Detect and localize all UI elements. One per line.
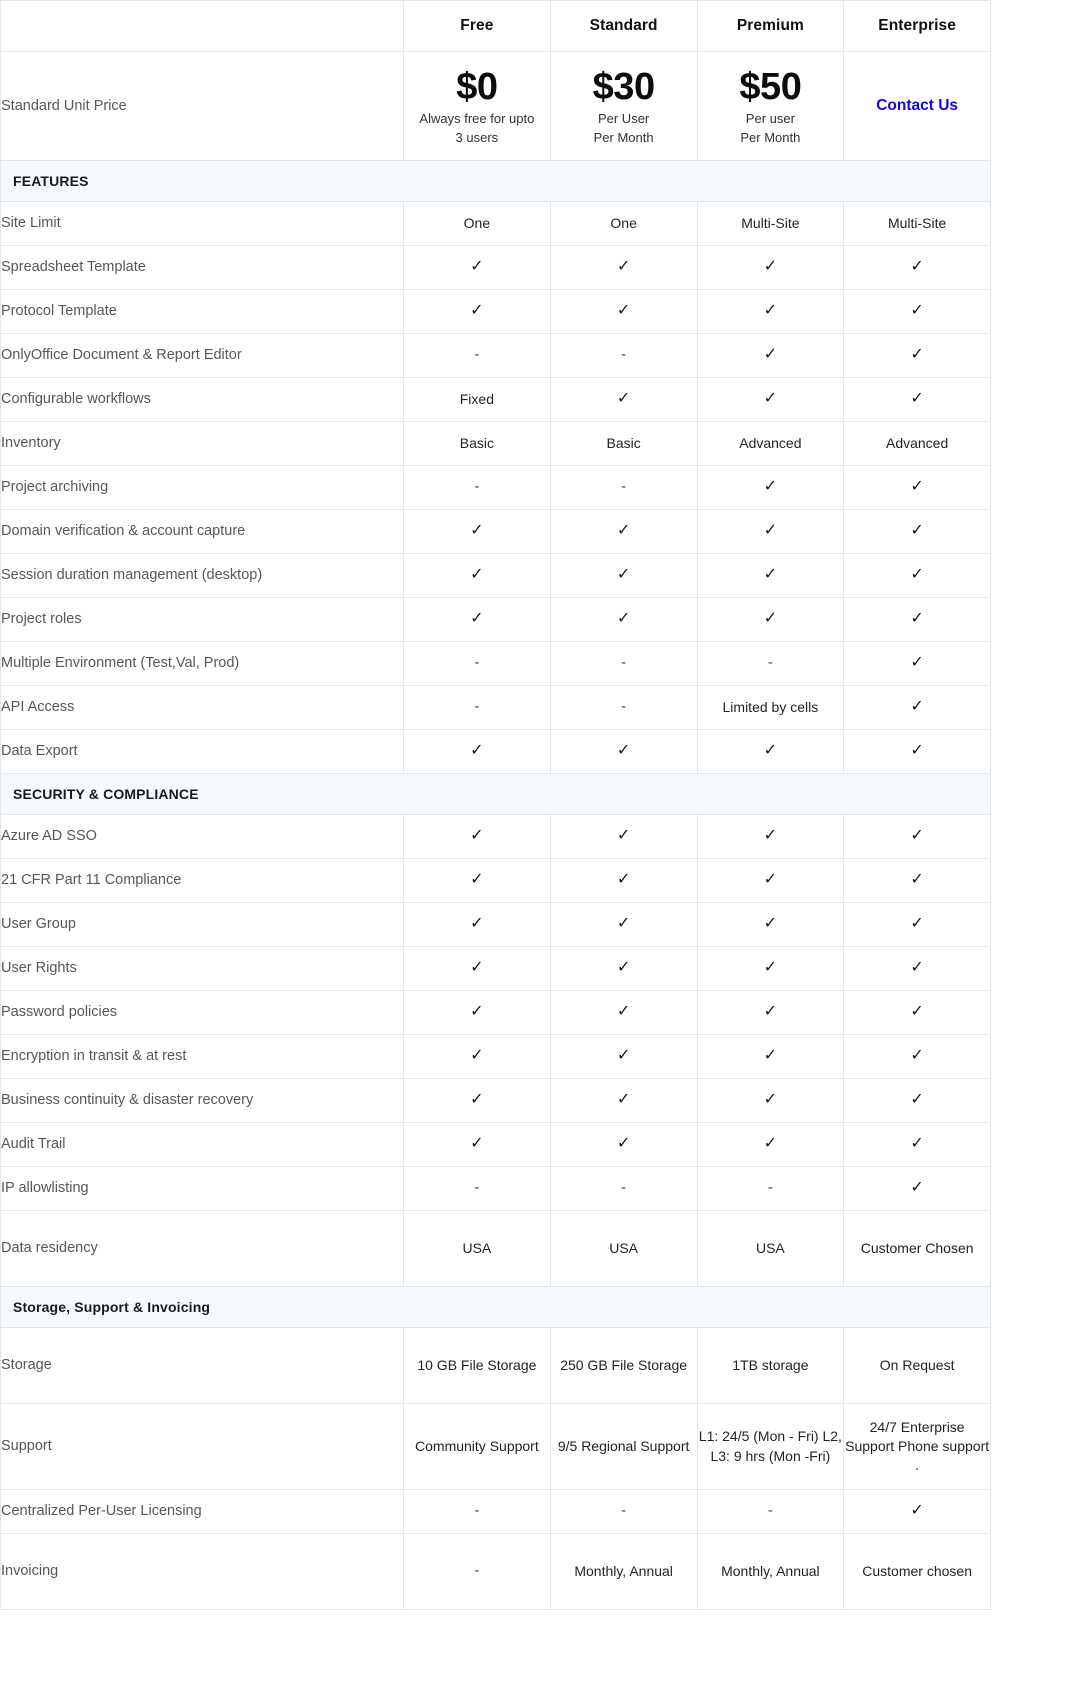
feature-value-premium: ✓: [697, 1079, 844, 1123]
feature-value-free: ✓: [404, 598, 551, 642]
price-row: [1, 52, 991, 161]
feature-value-enterprise: ✓: [844, 903, 991, 947]
plan-header-premium: Premium: [697, 1, 844, 52]
feature-label: OnlyOffice Document & Report Editor: [1, 334, 404, 378]
feature-value-standard: ✓: [550, 730, 697, 774]
feature-value-standard: ✓: [550, 378, 697, 422]
feature-value-premium: ✓: [697, 859, 844, 903]
feature-value-enterprise: ✓: [844, 815, 991, 859]
feature-value-standard: ✓: [550, 1035, 697, 1079]
feature-label: Encryption in transit & at rest: [1, 1035, 404, 1079]
feature-value-premium: ✓: [697, 334, 844, 378]
feature-value-enterprise: ✓: [844, 730, 991, 774]
table-row: [1, 815, 991, 859]
table-row: [1, 554, 991, 598]
price-note-line-1: Always free for upto: [419, 111, 535, 127]
feature-label: Multiple Environment (Test,Val, Prod): [1, 642, 404, 686]
feature-value-free: ✓: [404, 730, 551, 774]
feature-label: Project archiving: [1, 466, 404, 510]
feature-value-free: 10 GB File Storage: [404, 1328, 551, 1404]
feature-value-premium: ✓: [697, 991, 844, 1035]
table-row: [1, 290, 991, 334]
feature-label: Configurable workflows: [1, 378, 404, 422]
feature-value-enterprise: Multi-Site: [844, 202, 991, 246]
feature-label: Inventory: [1, 422, 404, 466]
price-cell-enterprise: [844, 52, 991, 161]
price-note-line-2: Per Month: [740, 130, 801, 146]
feature-value-enterprise: Customer chosen: [844, 1534, 991, 1610]
feature-value-standard: ✓: [550, 290, 697, 334]
feature-value-enterprise: ✓: [844, 991, 991, 1035]
feature-value-premium: Advanced: [697, 422, 844, 466]
feature-value-free: -: [404, 334, 551, 378]
price-cell-free: [404, 52, 551, 161]
price-amount: $30: [592, 65, 655, 108]
price-note-line-2: Per Month: [593, 130, 654, 146]
section-title: Storage, Support & Invoicing: [1, 1287, 991, 1328]
feature-value-free: -: [404, 642, 551, 686]
feature-value-free: Community Support: [404, 1404, 551, 1490]
section-title: FEATURES: [1, 161, 991, 202]
feature-value-free: ✓: [404, 246, 551, 290]
feature-value-premium: ✓: [697, 730, 844, 774]
price-note-line-2: 3 users: [455, 130, 499, 146]
feature-value-free: ✓: [404, 947, 551, 991]
feature-value-standard: Basic: [550, 422, 697, 466]
feature-value-free: Fixed: [404, 378, 551, 422]
feature-value-enterprise: ✓: [844, 598, 991, 642]
feature-value-free: -: [404, 686, 551, 730]
price-cell-standard: [550, 52, 697, 161]
feature-value-enterprise: ✓: [844, 1079, 991, 1123]
feature-label: API Access: [1, 686, 404, 730]
feature-label: Audit Trail: [1, 1123, 404, 1167]
feature-label: Data residency: [1, 1211, 404, 1287]
feature-value-premium: 1TB storage: [697, 1328, 844, 1404]
feature-value-enterprise: ✓: [844, 1123, 991, 1167]
feature-value-free: ✓: [404, 991, 551, 1035]
feature-value-free: ✓: [404, 510, 551, 554]
feature-value-enterprise: ✓: [844, 859, 991, 903]
feature-label: User Group: [1, 903, 404, 947]
feature-value-standard: -: [550, 466, 697, 510]
price-row-label: Standard Unit Price: [1, 52, 404, 161]
feature-value-standard: One: [550, 202, 697, 246]
feature-value-standard: ✓: [550, 903, 697, 947]
table-row: [1, 991, 991, 1035]
feature-value-free: ✓: [404, 1123, 551, 1167]
table-row: [1, 1035, 991, 1079]
feature-value-premium: ✓: [697, 815, 844, 859]
table-row: [1, 510, 991, 554]
feature-value-enterprise: ✓: [844, 246, 991, 290]
feature-value-standard: 9/5 Regional Support: [550, 1404, 697, 1490]
feature-value-enterprise: ✓: [844, 466, 991, 510]
feature-value-premium: ✓: [697, 554, 844, 598]
feature-value-free: ✓: [404, 815, 551, 859]
feature-value-enterprise: ✓: [844, 1490, 991, 1534]
feature-label: User Rights: [1, 947, 404, 991]
feature-label: Data Export: [1, 730, 404, 774]
feature-value-premium: ✓: [697, 378, 844, 422]
table-row: [1, 1211, 991, 1287]
feature-value-enterprise: ✓: [844, 290, 991, 334]
table-row: [1, 1167, 991, 1211]
table-row: [1, 1490, 991, 1534]
feature-value-premium: ✓: [697, 510, 844, 554]
feature-value-standard: ✓: [550, 859, 697, 903]
feature-value-standard: USA: [550, 1211, 697, 1287]
feature-value-enterprise: ✓: [844, 378, 991, 422]
table-row: [1, 947, 991, 991]
feature-value-free: Basic: [404, 422, 551, 466]
feature-value-enterprise: ✓: [844, 510, 991, 554]
feature-value-standard: ✓: [550, 1079, 697, 1123]
feature-value-free: -: [404, 466, 551, 510]
section-header-row: [1, 774, 991, 815]
feature-label: Session duration management (desktop): [1, 554, 404, 598]
feature-value-free: -: [404, 1167, 551, 1211]
feature-label: Domain verification & account capture: [1, 510, 404, 554]
feature-label: Password policies: [1, 991, 404, 1035]
plan-header-free: Free: [404, 1, 551, 52]
table-row: [1, 1328, 991, 1404]
feature-value-standard: -: [550, 1490, 697, 1534]
feature-value-free: USA: [404, 1211, 551, 1287]
feature-value-free: -: [404, 1534, 551, 1610]
feature-value-standard: ✓: [550, 246, 697, 290]
feature-value-free: ✓: [404, 859, 551, 903]
table-row: [1, 903, 991, 947]
price-note-line-1: Per user: [745, 111, 795, 127]
feature-value-premium: Monthly, Annual: [697, 1534, 844, 1610]
feature-value-standard: ✓: [550, 815, 697, 859]
feature-value-standard: -: [550, 686, 697, 730]
feature-value-enterprise: ✓: [844, 1035, 991, 1079]
feature-label: Invoicing: [1, 1534, 404, 1610]
feature-label: Protocol Template: [1, 290, 404, 334]
feature-label: Project roles: [1, 598, 404, 642]
feature-value-free: ✓: [404, 554, 551, 598]
feature-value-free: -: [404, 1490, 551, 1534]
feature-label: Business continuity & disaster recovery: [1, 1079, 404, 1123]
feature-value-standard: ✓: [550, 554, 697, 598]
feature-value-premium: -: [697, 1490, 844, 1534]
feature-value-premium: ✓: [697, 290, 844, 334]
feature-label: Centralized Per-User Licensing: [1, 1490, 404, 1534]
feature-value-premium: L1: 24/5 (Mon - Fri) L2, L3: 9 hrs (Mon -Fri): [697, 1404, 844, 1490]
feature-value-premium: USA: [697, 1211, 844, 1287]
table-row: [1, 334, 991, 378]
feature-value-standard: ✓: [550, 991, 697, 1035]
header-blank-cell: [1, 1, 404, 52]
table-header-row: [1, 1, 991, 52]
table-row: [1, 1404, 991, 1490]
feature-value-enterprise: ✓: [844, 686, 991, 730]
feature-value-free: ✓: [404, 1079, 551, 1123]
feature-value-enterprise: On Request: [844, 1328, 991, 1404]
feature-value-premium: ✓: [697, 598, 844, 642]
feature-value-enterprise: ✓: [844, 947, 991, 991]
feature-value-standard: -: [550, 334, 697, 378]
table-row: [1, 1123, 991, 1167]
feature-value-premium: ✓: [697, 1123, 844, 1167]
feature-value-premium: ✓: [697, 246, 844, 290]
feature-label: IP allowlisting: [1, 1167, 404, 1211]
feature-label: Site Limit: [1, 202, 404, 246]
feature-value-free: ✓: [404, 1035, 551, 1079]
feature-value-premium: ✓: [697, 466, 844, 510]
feature-label: 21 CFR Part 11 Compliance: [1, 859, 404, 903]
table-row: [1, 730, 991, 774]
section-title: SECURITY & COMPLIANCE: [1, 774, 991, 815]
table-row: [1, 642, 991, 686]
table-row: [1, 598, 991, 642]
price-cell-premium: [697, 52, 844, 161]
table-row: [1, 1079, 991, 1123]
table-row: [1, 246, 991, 290]
table-row: [1, 422, 991, 466]
feature-value-free: ✓: [404, 290, 551, 334]
feature-value-enterprise: ✓: [844, 554, 991, 598]
feature-value-enterprise: Customer Chosen: [844, 1211, 991, 1287]
feature-label: Support: [1, 1404, 404, 1490]
table-row: [1, 202, 991, 246]
feature-value-premium: -: [697, 1167, 844, 1211]
feature-value-standard: ✓: [550, 598, 697, 642]
price-amount: $50: [739, 65, 802, 108]
feature-value-premium: -: [697, 642, 844, 686]
feature-value-enterprise: ✓: [844, 334, 991, 378]
feature-value-enterprise: ✓: [844, 642, 991, 686]
table-row: [1, 686, 991, 730]
feature-value-free: ✓: [404, 903, 551, 947]
feature-value-enterprise: Advanced: [844, 422, 991, 466]
table-row: [1, 378, 991, 422]
feature-value-enterprise: ✓: [844, 1167, 991, 1211]
feature-value-standard: 250 GB File Storage: [550, 1328, 697, 1404]
feature-value-premium: Limited by cells: [697, 686, 844, 730]
feature-label: Azure AD SSO: [1, 815, 404, 859]
plan-header-standard: Standard: [550, 1, 697, 52]
price-amount: $0: [456, 65, 498, 108]
table-row: [1, 859, 991, 903]
table-row: [1, 466, 991, 510]
feature-value-premium: ✓: [697, 1035, 844, 1079]
feature-label: Storage: [1, 1328, 404, 1404]
section-header-row: [1, 1287, 991, 1328]
feature-label: Spreadsheet Template: [1, 246, 404, 290]
feature-value-standard: Monthly, Annual: [550, 1534, 697, 1610]
feature-value-premium: ✓: [697, 947, 844, 991]
section-header-row: [1, 161, 991, 202]
feature-value-standard: -: [550, 1167, 697, 1211]
plan-header-enterprise: Enterprise: [844, 1, 991, 52]
feature-value-standard: -: [550, 642, 697, 686]
feature-value-premium: ✓: [697, 903, 844, 947]
table-row: [1, 1534, 991, 1610]
feature-value-enterprise: 24/7 Enterprise Support Phone support .: [844, 1404, 991, 1490]
feature-value-standard: ✓: [550, 947, 697, 991]
price-note-line-1: Per User: [597, 111, 650, 127]
feature-value-free: One: [404, 202, 551, 246]
contact-us-link[interactable]: Contact Us: [876, 96, 959, 114]
feature-value-standard: ✓: [550, 1123, 697, 1167]
feature-value-standard: ✓: [550, 510, 697, 554]
feature-value-premium: Multi-Site: [697, 202, 844, 246]
